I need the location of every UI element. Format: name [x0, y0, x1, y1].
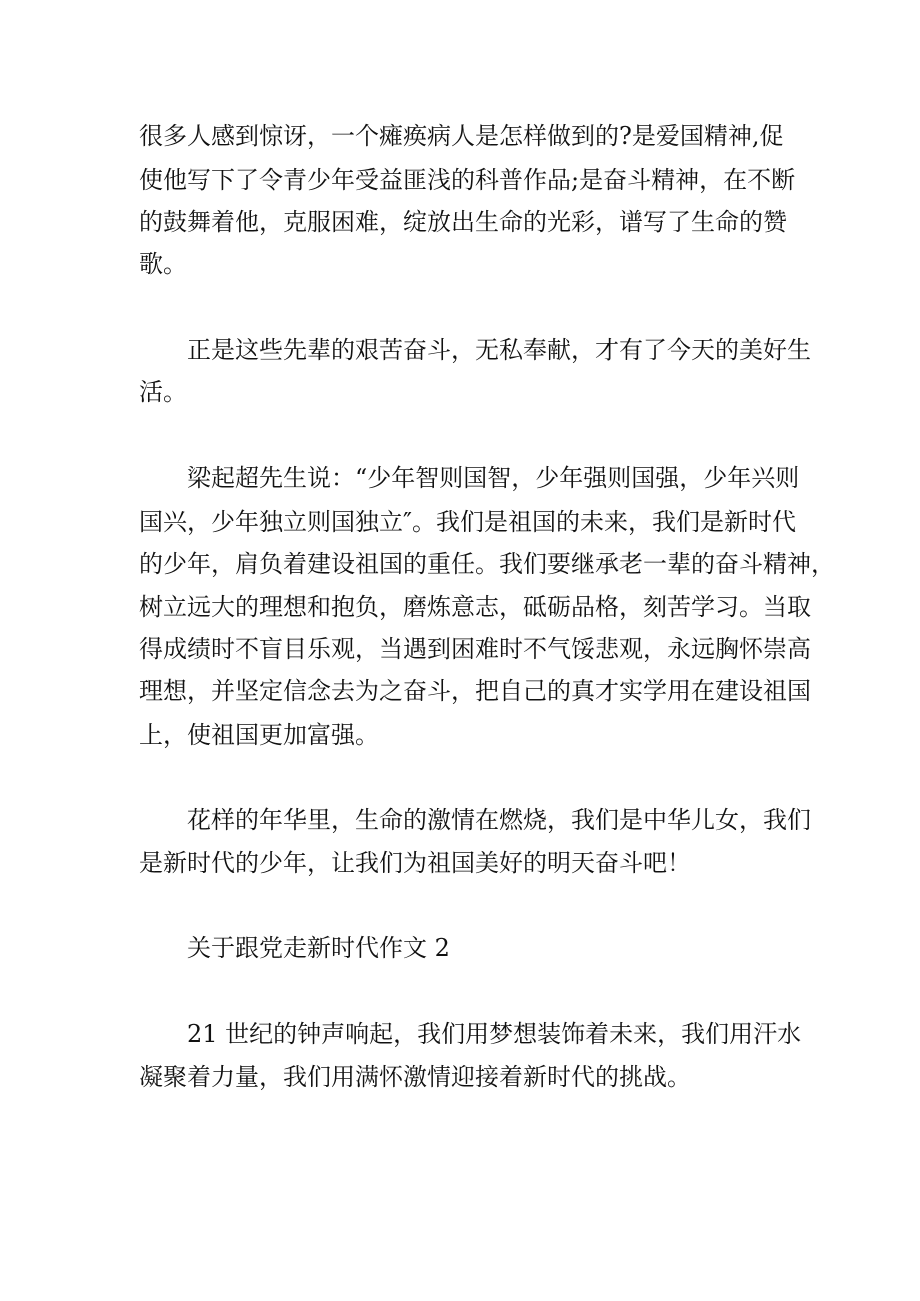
section-heading: 关于跟党走新时代作文 2: [187, 934, 450, 962]
text-line: 是新时代的少年，让我们为祖国美好的明天奋斗吧！: [139, 849, 691, 877]
text-line: 歌。: [139, 250, 187, 278]
text-line: 得成绩时不盲目乐观，当遇到困难时不气馁悲观，永远胸怀崇高: [139, 635, 811, 663]
text-line: 使他写下了令青少年受益匪浅的科普作品;是奋斗精神，在不断: [139, 166, 796, 194]
text-line: 花样的年华里，生命的激情在燃烧，我们是中华儿女，我们: [187, 806, 811, 834]
text-line: 的少年，肩负着建设祖国的重任。我们要继承老一辈的奋斗精神，: [139, 550, 835, 578]
text-line: 凝聚着力量，我们用满怀激情迎接着新时代的挑战。: [139, 1063, 691, 1091]
text-line: 21 世纪的钟声响起，我们用梦想装饰着未来，我们用汗水: [187, 1020, 802, 1048]
text-line: 的鼓舞着他，克服困难，绽放出生命的光彩，谱写了生命的赞: [139, 208, 787, 236]
text-line: 国兴，少年独立则国独立″。我们是祖国的未来，我们是新时代: [139, 508, 796, 536]
text-line: 梁起超先生说：“少年智则国智，少年强则国强，少年兴则: [187, 464, 800, 492]
text-line: 上，使祖国更加富强。: [139, 721, 379, 749]
text-line: 树立远大的理想和抱负，磨炼意志，砥砺品格，刻苦学习。当取: [139, 593, 811, 621]
text-line: 理想，并坚定信念去为之奋斗，把自己的真才实学用在建设祖国: [139, 677, 811, 705]
text-line: 正是这些先辈的艰苦奋斗，无私奉献，才有了今天的美好生: [187, 336, 811, 364]
text-line: 活。: [139, 378, 187, 406]
text-line: 很多人感到惊讶，一个瘫痪病人是怎样做到的?是爱国精神,促: [139, 122, 784, 150]
